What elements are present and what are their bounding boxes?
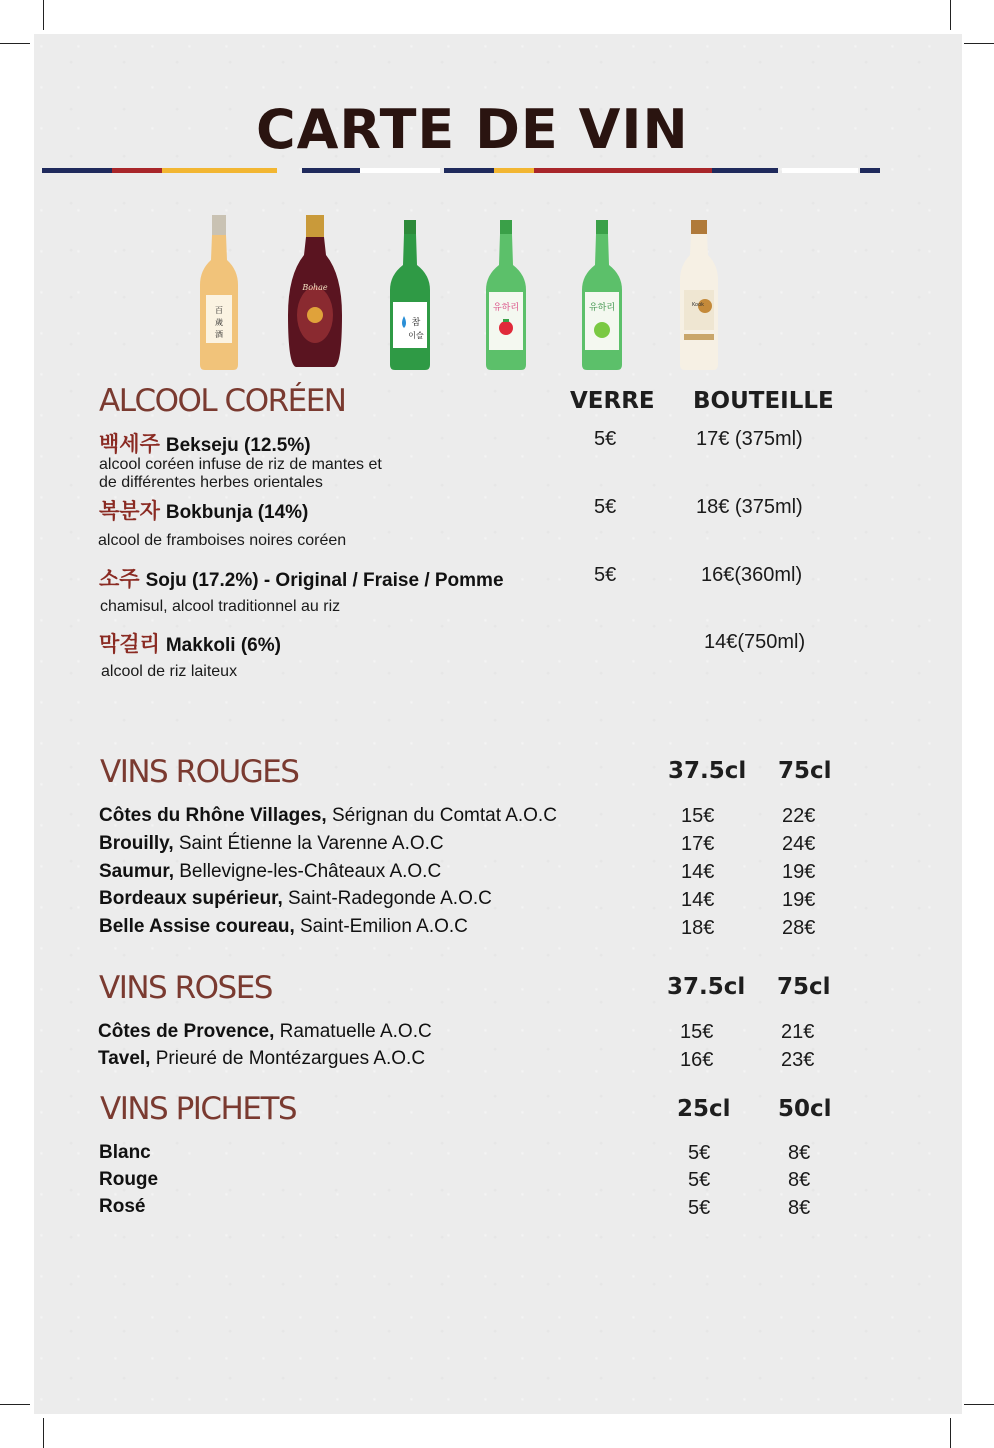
- price-750: 24€: [782, 833, 816, 855]
- wine-name: Brouilly,: [99, 833, 174, 854]
- wine-name: Rosé: [99, 1196, 146, 1217]
- red-wine-row: [99, 916, 468, 938]
- rose-wines-section-title: VINS ROSES: [99, 970, 272, 1006]
- crop-mark: [964, 43, 994, 44]
- crop-mark: [0, 1404, 30, 1405]
- price-750: 22€: [782, 805, 816, 827]
- full-bottle-column-header: 75cl: [777, 974, 831, 1000]
- half-bottle-column-header: 37.5cl: [667, 974, 746, 1000]
- wine-name: Bordeaux supérieur,: [99, 888, 283, 909]
- price-375: 15€: [681, 805, 715, 827]
- soju-apple-bottle-icon: [578, 220, 626, 370]
- crop-mark: [43, 1418, 44, 1448]
- wine-name: Blanc: [99, 1142, 151, 1163]
- rose-wine-row: [98, 1048, 425, 1070]
- red-wine-row: [99, 833, 444, 855]
- bottle-price: 17€ (375ml): [696, 428, 803, 450]
- price-750: 23€: [781, 1049, 815, 1071]
- bottle-price: 18€ (375ml): [696, 496, 803, 518]
- pitcher-25cl-column-header: 25cl: [677, 1096, 731, 1122]
- price-750: 28€: [782, 917, 816, 939]
- price-50cl: 8€: [788, 1169, 811, 1191]
- wine-origin: Ramatuelle A.O.C: [274, 1021, 432, 1042]
- glass-price: 5€: [594, 428, 617, 450]
- item-description: de différentes herbes orientales: [99, 474, 323, 491]
- glass-column-header: VERRE: [570, 388, 655, 414]
- svg-text:유하리: 유하리: [588, 303, 616, 313]
- item-description: alcool de framboises noires coréen: [98, 532, 347, 549]
- price-375: 16€: [680, 1049, 714, 1071]
- price-750: 19€: [782, 861, 816, 883]
- korean-name: 복분자: [99, 499, 160, 523]
- bottle-row: [180, 205, 740, 370]
- korean-name: 소주: [99, 567, 140, 591]
- item-description: alcool coréen infuse de riz de mantes et: [99, 456, 382, 473]
- wine-origin: Saint Étienne la Varenne A.O.C: [173, 833, 444, 854]
- svg-text:이슬: 이슬: [408, 331, 424, 340]
- price-25cl: 5€: [688, 1169, 711, 1191]
- soju-original-bottle-icon: [386, 220, 434, 370]
- item-name: Bokbunja (14%): [165, 502, 309, 523]
- wine-origin: Prieuré de Montézargues A.O.C: [150, 1048, 426, 1069]
- bottle-price: 14€(750ml): [704, 631, 806, 653]
- decorative-stripes: [42, 168, 882, 173]
- korean-item-makkoli: [99, 628, 281, 658]
- svg-text:유하리: 유하리: [492, 303, 520, 313]
- glass-price: 5€: [594, 564, 617, 586]
- crop-mark: [43, 0, 44, 30]
- pitcher-50cl-column-header: 50cl: [778, 1096, 832, 1122]
- wine-origin: Sérignan du Comtat A.O.C: [326, 805, 557, 826]
- red-wines-section-title: VINS ROUGES: [100, 754, 299, 790]
- wine-name: Tavel,: [98, 1048, 151, 1069]
- wine-name: Saumur,: [99, 861, 174, 882]
- svg-text:Bohae: Bohae: [302, 283, 328, 292]
- rose-wine-row: [98, 1021, 432, 1043]
- price-375: 14€: [681, 889, 715, 911]
- korean-section-title: ALCOOL CORÉEN: [99, 383, 346, 419]
- wine-origin: Saint-Radegonde A.O.C: [282, 888, 492, 909]
- price-375: 18€: [681, 917, 715, 939]
- pitcher-wine-row: [99, 1169, 158, 1191]
- full-bottle-column-header: 75cl: [778, 758, 832, 784]
- item-name: Bekseju (12.5%): [165, 435, 311, 456]
- pitcher-wine-row: [99, 1142, 151, 1164]
- korean-name: 막걸리: [99, 632, 160, 656]
- soju-strawberry-bottle-icon: [482, 220, 530, 370]
- svg-text:참: 참: [411, 318, 421, 328]
- red-wine-row: [99, 805, 557, 827]
- svg-text:百: 百: [215, 306, 223, 315]
- price-750: 19€: [782, 889, 816, 911]
- price-50cl: 8€: [788, 1142, 811, 1164]
- red-wine-row: [99, 888, 492, 910]
- bokbunja-bottle-icon: [284, 215, 346, 370]
- wine-name: Belle Assise coureau,: [99, 916, 295, 937]
- page-title: CARTE DE VIN: [256, 98, 689, 161]
- bottle-price: 16€(360ml): [701, 564, 803, 586]
- price-375: 17€: [681, 833, 715, 855]
- item-description: chamisul, alcool traditionnel au riz: [100, 598, 341, 615]
- wine-name: Rouge: [99, 1169, 159, 1190]
- price-375: 14€: [681, 861, 715, 883]
- wine-name: Côtes du Rhône Villages,: [99, 805, 327, 826]
- item-name: Soju (17.2%) - Original / Fraise / Pomme: [145, 570, 504, 591]
- korean-item-bekseju: [99, 428, 311, 458]
- price-375: 15€: [680, 1021, 714, 1043]
- crop-mark: [950, 0, 951, 30]
- crop-mark: [950, 1418, 951, 1448]
- red-wine-row: [99, 861, 441, 883]
- pitcher-wines-section-title: VINS PICHETS: [100, 1091, 297, 1127]
- crop-mark: [964, 1404, 994, 1405]
- price-750: 21€: [781, 1021, 815, 1043]
- price-50cl: 8€: [788, 1197, 811, 1219]
- bottle-column-header: BOUTEILLE: [693, 388, 834, 414]
- korean-name: 백세주: [99, 432, 160, 456]
- price-25cl: 5€: [688, 1142, 711, 1164]
- wine-name: Côtes de Provence,: [98, 1021, 275, 1042]
- wine-origin: Bellevigne-les-Châteaux A.O.C: [173, 861, 442, 882]
- price-25cl: 5€: [688, 1197, 711, 1219]
- svg-text:酒: 酒: [215, 330, 223, 339]
- crop-mark: [0, 43, 30, 44]
- korean-item-bokbunja: [99, 495, 308, 525]
- svg-text:Kook: Kook: [692, 302, 705, 308]
- glass-price: 5€: [594, 496, 617, 518]
- pitcher-wine-row: [99, 1196, 145, 1218]
- half-bottle-column-header: 37.5cl: [668, 758, 747, 784]
- item-name: Makkoli (6%): [165, 635, 281, 656]
- bekseju-bottle-icon: [194, 215, 244, 370]
- makkoli-bottle-icon: [676, 220, 722, 370]
- item-description: alcool de riz laiteux: [101, 663, 238, 680]
- korean-item-soju: [99, 563, 504, 593]
- wine-origin: Saint-Emilion A.O.C: [294, 916, 468, 937]
- svg-text:歲: 歲: [215, 318, 223, 327]
